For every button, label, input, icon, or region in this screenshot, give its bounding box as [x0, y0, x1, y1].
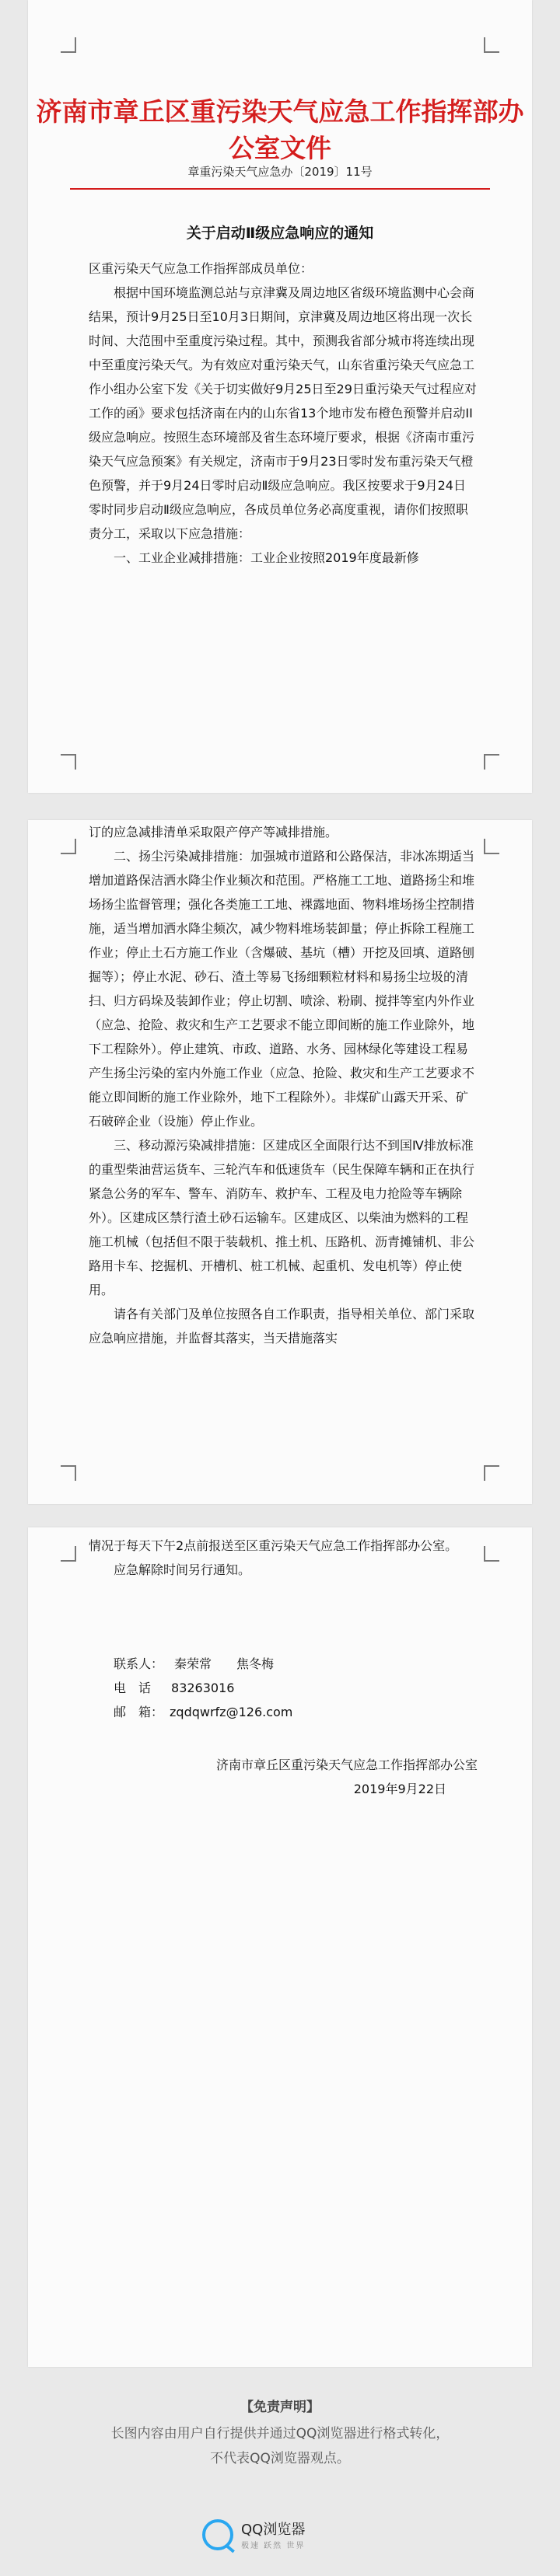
qq-browser-logo — [202, 2518, 305, 2550]
body-text — [89, 257, 478, 570]
paragraph: 三、移动源污染减排措施：区建成区全面限行达不到国Ⅳ排放标准的重型柴油营运货车、三轮汽车和低速货车（民生保障车辆和正在执行紧急公务的军车、警车、消防车、救护车、工程及电力抢险等车辆除外）。区建成区禁行渣土砂石运输车。区建成区、以柴油为燃料的工程施工机械（包括但不限于装载机、推土机、压路机、沥青摊铺机、非公路用卡车、挖掘机、开槽机、桩工机械、起重机、发电机等）停止使用。 — [89, 1138, 475, 1297]
paragraph: 一、工业企业减排措施：工业企业按照2019年度最新修 — [114, 550, 419, 565]
contact-names: 秦荣常 焦冬梅 — [174, 1656, 275, 1671]
document-page-3 — [28, 1527, 532, 2367]
issuer: 济南市章丘区重污染天气应急工作指挥部办公室 — [215, 1757, 478, 1772]
crop-mark — [484, 1546, 499, 1562]
crop-mark — [484, 37, 499, 53]
logo-tagline: 极速 跃然 世界 — [241, 2542, 306, 2550]
crop-mark — [484, 839, 499, 854]
disclaimer-line: 不代表QQ浏览器观点。 — [210, 2451, 350, 2466]
phone-row — [89, 1676, 478, 1700]
contact-block — [89, 1652, 478, 1724]
paragraph-continued: 情况于每天下午2点前报送至区重污染天气应急工作指挥部办公室。 — [89, 1538, 458, 1553]
phone-number: 83263016 — [171, 1681, 235, 1695]
crop-mark — [484, 754, 499, 770]
issue-date: 2019年9月22日 — [353, 1782, 446, 1796]
disclaimer-title: 【免责声明】 — [240, 2400, 320, 2415]
document-page-1 — [28, 0, 532, 793]
email-address: zqdqwrfz@126.com — [170, 1705, 293, 1719]
crop-mark — [61, 1465, 76, 1481]
paragraph: 根据中国环境监测总站与京津冀及周边地区省级环境监测中心会商结果，预计9月25日至10月3日期间，京津冀及周边地区将出现一次长时间、大范围中至重度污染过程。其中，预测我省部分城市将连续出现中至重度污染天气。为有效应对重污染天气，山东省重污染天气应急工作小组办公室下发《关于切实做好9月25日至29日重污染天气过程应对工作的函》要求包括济南在内的山东省13个地市发布橙色预警并启动II级应急响应。按照生态环境部及省生态环境厅要求，根据《济南市重污染天气应急预案》有关规定，济南市于9月23日零时发布重污染天气橙色预警，并于9月24日零时启动Ⅱ级应急响应。我区按要求于9月24日零时同步启动Ⅱ级应急响应，各成员单位务必高度重视，请你们按照职责分工，采取以下应急措施： — [89, 285, 477, 541]
addressee: 区重污染天气应急工作指挥部成员单位： — [89, 261, 313, 276]
body-text — [89, 820, 478, 1350]
email-row — [89, 1700, 478, 1724]
disclaimer-line: 长图内容由用户自行提供并通过QQ浏览器进行格式转化， — [110, 2426, 450, 2442]
document-number: 章重污染天气应急办〔2019〕11号 — [187, 165, 373, 179]
crop-mark — [61, 1546, 76, 1562]
notice-title: 关于启动Ⅱ级应急响应的通知 — [186, 225, 374, 242]
qq-browser-icon — [202, 2519, 233, 2550]
crop-mark — [61, 37, 76, 53]
crop-mark — [61, 839, 76, 854]
document-red-header: 济南市章丘区重污染天气应急工作指挥部办公室文件 — [36, 96, 524, 163]
phone-label: 电 话 — [114, 1681, 152, 1695]
paragraph: 应急解除时间另行通知。 — [114, 1562, 251, 1577]
paragraph-continued: 订的应急减排清单采取限产停产等减排措施。 — [89, 825, 338, 839]
paragraph: 二、扬尘污染减排措施：加强城市道路和公路保洁，非冰冻期适当增加道路保洁洒水降尘作业频次和范围。严格施工工地、道路扬尘和堆场扬尘监督管理；强化各类施工工地、裸露地面、物料堆场扬尘控制措施，适当增加洒水降尘频次，减少物料堆场装卸量；停止拆除工程施工作业；停止土石方施工作业（含爆破、基坑（槽）开挖及回填、道路刨掘等）；停止水泥、砂石、渣土等易飞扬细颗粒材料和易扬尘垃圾的清扫、归方码垛及装卸作业；停止切割、喷涂、粉刷、搅拌等室内外作业（应急、抢险、救灾和生产工艺要求不能立即间断的施工作业除外，地下工程除外）。停止建筑、市政、道路、水务、园林绿化等建设工程易产生扬尘污染的室内外施工作业（应急、抢险、救灾和生产工艺要求不能立即间断的施工作业除外，地下工程除外）。非煤矿山露天开采、矿石破碎企业（设施）停止作业。 — [89, 849, 475, 1129]
document-page-2 — [28, 820, 532, 1504]
contact-row — [89, 1652, 478, 1676]
body-text — [89, 1534, 478, 1582]
signature-block — [89, 1753, 478, 1801]
crop-mark — [484, 1465, 499, 1481]
paragraph: 请各有关部门及单位按照各自工作职责，指导相关单位、部门采取应急响应措施，并监督其落实，当天措施落实 — [89, 1307, 475, 1346]
red-divider-line — [70, 188, 490, 190]
email-label: 邮 箱： — [114, 1705, 164, 1719]
crop-mark — [61, 754, 76, 770]
contact-label: 联系人： — [114, 1656, 164, 1671]
logo-name: QQ浏览器 — [241, 2522, 306, 2538]
